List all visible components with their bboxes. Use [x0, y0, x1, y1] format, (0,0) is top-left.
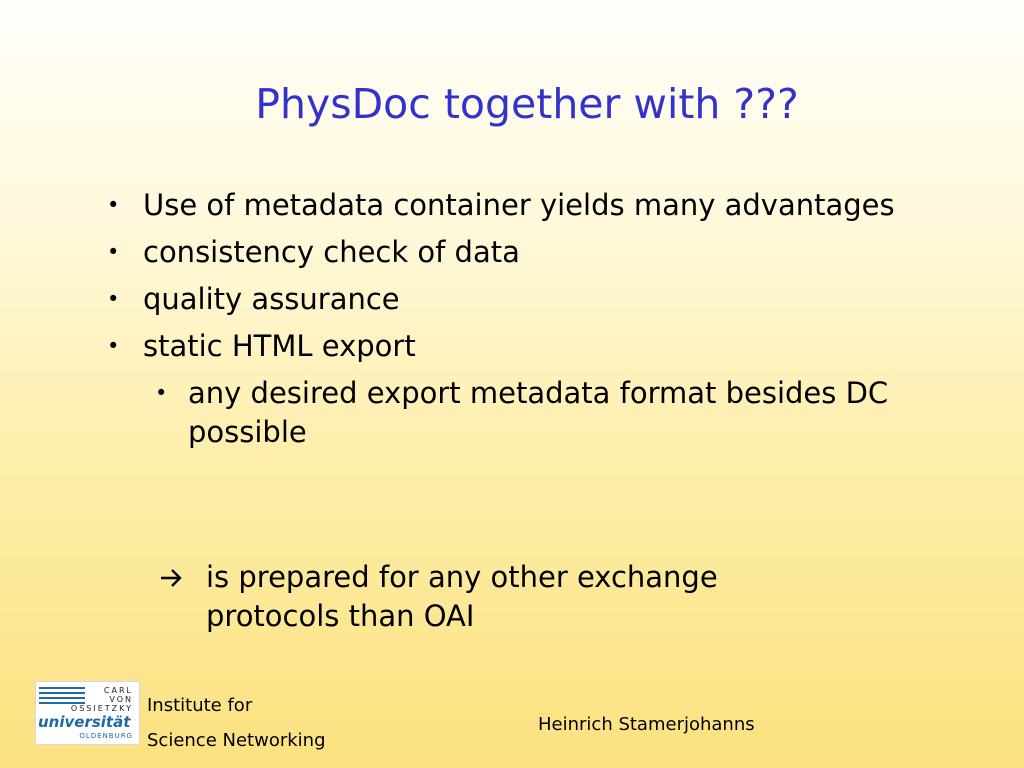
bullet-text: static HTML export — [143, 329, 416, 363]
arrow-statement-line2: protocols than OAI — [206, 599, 475, 633]
bullet-dot-icon: • — [107, 193, 120, 217]
right-arrow-icon — [158, 558, 186, 597]
arrow-statement-line1: is prepared for any other exchange — [206, 560, 718, 594]
author-name: Heinrich Stamerjohanns — [538, 714, 755, 735]
bullet-dot-icon: • — [107, 334, 120, 358]
university-logo — [35, 681, 140, 745]
institute-name — [147, 688, 326, 758]
arrow-statement — [158, 558, 858, 636]
logo-carl-text: CARL — [103, 686, 133, 695]
institute-line1: Institute for — [147, 695, 253, 716]
logo-ossietzky-text: OSSIETZKY — [70, 704, 133, 713]
sub-bullet-item — [150, 374, 978, 452]
logo-universitat-text: universität — [38, 713, 131, 731]
bullet-text: consistency check of data — [143, 235, 520, 269]
logo-oldenburg-text: OLDENBURG — [79, 732, 133, 740]
bullet-item — [102, 233, 982, 272]
bullet-item — [102, 327, 982, 366]
slide-title: PhysDoc together with ??? — [255, 80, 799, 128]
bullet-list — [102, 186, 982, 452]
bullet-text: Use of metadata container yields many advantages — [143, 188, 895, 222]
logo-von-text: VON — [109, 695, 133, 704]
logo-name-block — [71, 686, 133, 713]
sub-bullet-text: any desired export metadata format besides DC possible — [188, 376, 889, 449]
bullet-dot-icon: • — [107, 287, 120, 311]
institute-line2: Science Networking — [147, 730, 326, 751]
bullet-text: quality assurance — [143, 282, 400, 316]
bullet-dot-icon: • — [107, 240, 120, 264]
bullet-item — [102, 186, 982, 225]
bullet-dot-icon: • — [155, 381, 168, 405]
bullet-item — [102, 280, 982, 319]
